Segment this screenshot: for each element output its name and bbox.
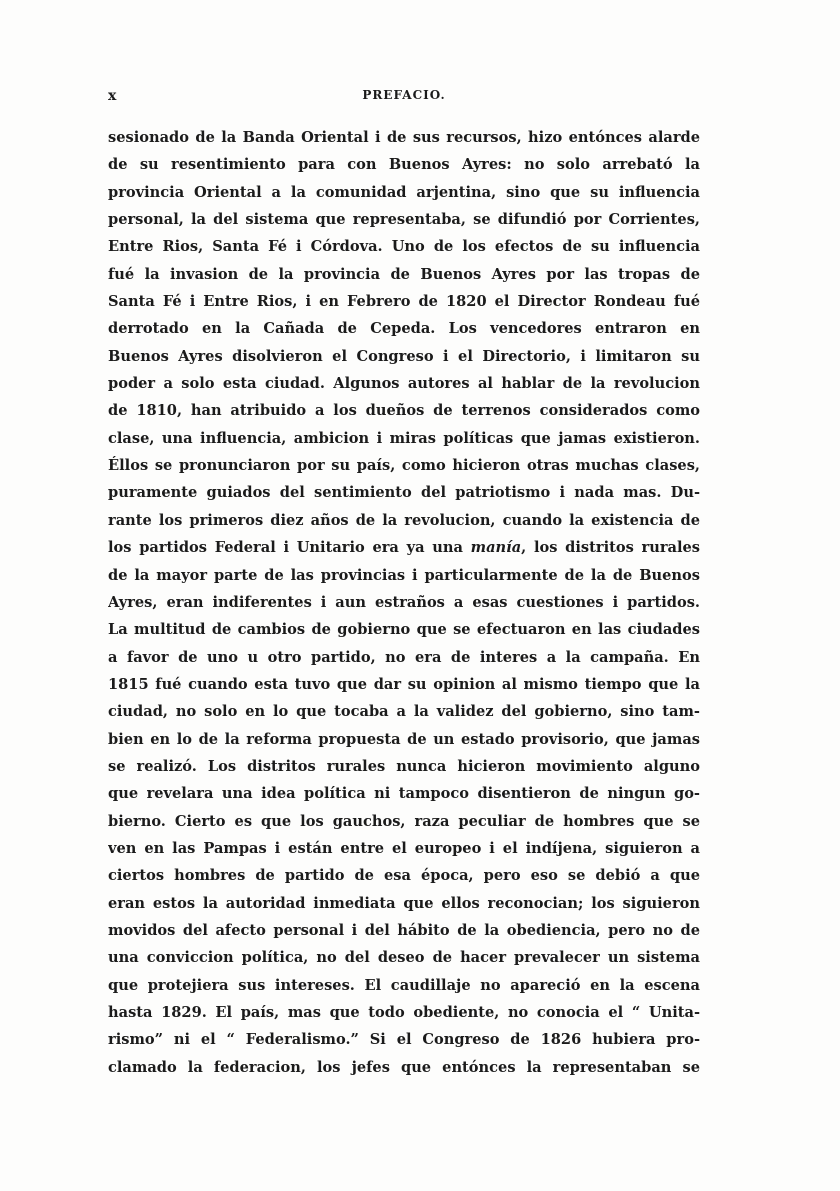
- text-line: 1815 fué cuando esta tuvo que dar su opinion al mismo tiempo que la: [108, 675, 700, 693]
- text-line: eran estos la autoridad inmediata que ellos reconocian; los siguieron: [108, 894, 700, 912]
- text-line: bierno. Cierto es que los gauchos, raza peculiar de hombres que se: [108, 812, 700, 830]
- text-line: Éllos se pronunciaron por su país, como hicieron otras muchas clases,: [108, 457, 700, 475]
- text-line: derrotado en la Cañada de Cepeda. Los vencedores entraron en: [108, 320, 700, 338]
- text-line: rismo” ni el “ Federalismo.” Si el Congreso de 1826 hubiera pro-: [108, 1031, 700, 1049]
- text-line: de 1810, han atribuido a los dueños de terrenos considerados como: [108, 402, 700, 420]
- text-line: Buenos Ayres disolvieron el Congreso i el Directorio, i limitaron su: [108, 347, 700, 365]
- text-line: Santa Fé i Entre Rios, i en Febrero de 1820 el Director Rondeau fué: [108, 293, 700, 311]
- text-line: que revelara una idea política ni tampoco disentieron de ningun go-: [108, 785, 700, 803]
- text-line: puramente guiados del sentimiento del patriotismo i nada mas. Du-: [108, 484, 700, 502]
- text-line: clase, una influencia, ambicion i miras políticas que jamas existieron.: [108, 429, 700, 447]
- text-line: personal, la del sistema que representaba, se difundió por Corrientes,: [108, 211, 700, 229]
- text-line: Entre Rios, Santa Fé i Córdova. Uno de los efectos de su influencia: [108, 238, 700, 256]
- text-line: que protejiera sus intereses. El caudillaje no apareció en la escena: [108, 976, 700, 994]
- page-header: [108, 88, 700, 110]
- text-line: bien en lo de la reforma propuesta de un estado provisorio, que jamas: [108, 730, 700, 748]
- running-head: PREFACIO.: [362, 88, 446, 102]
- text-line: los partidos Federal i Unitario era ya una manía, los distritos rurales: [108, 539, 700, 557]
- text-line: a favor de uno u otro partido, no era de interes a la campaña. En: [108, 648, 700, 666]
- text-line: Ayres, eran indiferentes i aun estraños a esas cuestiones i partidos.: [108, 593, 700, 611]
- text-line: fué la invasion de la provincia de Buenos Ayres por las tropas de: [108, 265, 700, 283]
- text-line: de su resentimiento para con Buenos Ayres: no solo arrebató la: [108, 156, 700, 174]
- text-line: hasta 1829. El país, mas que todo obediente, no conocia el “ Unita-: [108, 1004, 700, 1021]
- text-line: ciudad, no solo en lo que tocaba a la validez del gobierno, sino tam-: [108, 703, 700, 721]
- text-line: de la mayor parte de las provincias i particularmente de la de Buenos: [108, 566, 700, 584]
- text-line: provincia Oriental a la comunidad arjentina, sino que su influencia: [108, 183, 700, 201]
- text-line: se realizó. Los distritos rurales nunca hicieron movimiento alguno: [108, 757, 700, 775]
- page-number: x: [108, 88, 118, 104]
- body-text: [108, 124, 700, 1081]
- text-line: La multitud de cambios de gobierno que se efectuaron en las ciudades: [108, 621, 700, 639]
- text-line: rante los primeros diez años de la revolucion, cuando la existencia de: [108, 511, 700, 529]
- emphasis-text: manía: [470, 539, 522, 557]
- text-line: poder a solo esta ciudad. Algunos autores al hablar de la revolucion: [108, 375, 700, 393]
- text-line: sesionado de la Banda Oriental i de sus recursos, hizo entónces alarde: [108, 129, 700, 146]
- text-line: clamado la federacion, los jefes que entónces la representaban se: [108, 1058, 700, 1076]
- text-line: ven en las Pampas i están entre el europeo i el indíjena, siguieron a: [108, 839, 700, 857]
- text-line: movidos del afecto personal i del hábito de la obediencia, pero no de: [108, 921, 700, 939]
- text-line: una conviccion política, no del deseo de hacer prevalecer un sistema: [108, 949, 700, 967]
- text-line: ciertos hombres de partido de esa época, pero eso se debió a que: [108, 867, 700, 885]
